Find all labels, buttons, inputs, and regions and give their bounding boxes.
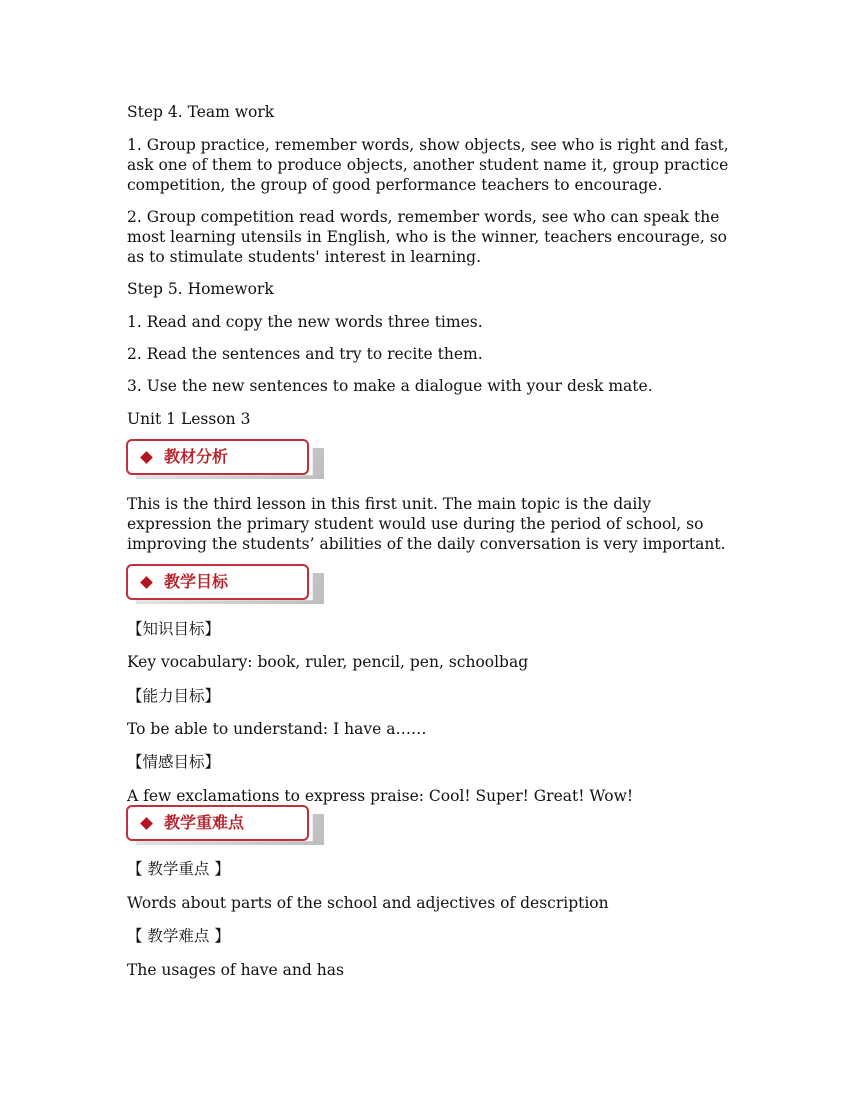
section-header-label: 教材分析	[164, 447, 229, 466]
emotion-goal-text: A few exclamations to express praise: Cool! Super! Great! Wow!	[127, 787, 634, 805]
key-point-text: Words about parts of the school and adjectives of description	[127, 894, 609, 912]
section-header-focus	[126, 805, 326, 849]
ability-goal-label: 【能力目标】	[127, 687, 221, 705]
knowledge-goal-text: Key vocabulary: book, ruler, pencil, pen, schoolbag	[127, 653, 529, 671]
step4-heading: Step 4. Team work	[127, 103, 275, 121]
key-point-label: 【 教学重点 】	[127, 860, 230, 878]
ability-goal-text: To be able to understand: I have a……	[127, 720, 427, 738]
step4-item-2: 2. Group competition read words, remember words, see who can speak the most learning utensils in English, who is the winner, teachers encourage, so as to stimulate students' interest in learning.	[127, 208, 727, 266]
step5-heading: Step 5. Homework	[127, 280, 274, 298]
emotion-goal-label: 【情感目标】	[127, 753, 221, 771]
unit-title: Unit 1 Lesson 3	[127, 410, 251, 428]
section-header-goals	[126, 564, 326, 608]
step5-item-3: 3. Use the new sentences to make a dialogue with your desk mate.	[127, 377, 653, 395]
section-header-analysis	[126, 439, 326, 483]
section-header-label: 教学重难点	[164, 813, 245, 832]
knowledge-goal-label: 【知识目标】	[127, 620, 221, 638]
step4-item-1: 1. Group practice, remember words, show objects, see who is right and fast, ask one of them to produce objects, another student name it, group practice competition, the group of good performance teachers to encourage.	[127, 136, 729, 194]
section-header-label: 教学目标	[164, 572, 229, 591]
analysis-text: This is the third lesson in this first unit. The main topic is the daily expression the primary student would use during the period of school, so improving the students’ abilities of the daily conversation is very important.	[127, 495, 726, 553]
step5-item-1: 1. Read and copy the new words three times.	[127, 313, 483, 331]
difficult-point-label: 【 教学难点 】	[127, 927, 230, 945]
step5-item-2: 2. Read the sentences and try to recite them.	[127, 345, 483, 363]
difficult-point-text: The usages of have and has	[127, 961, 344, 979]
